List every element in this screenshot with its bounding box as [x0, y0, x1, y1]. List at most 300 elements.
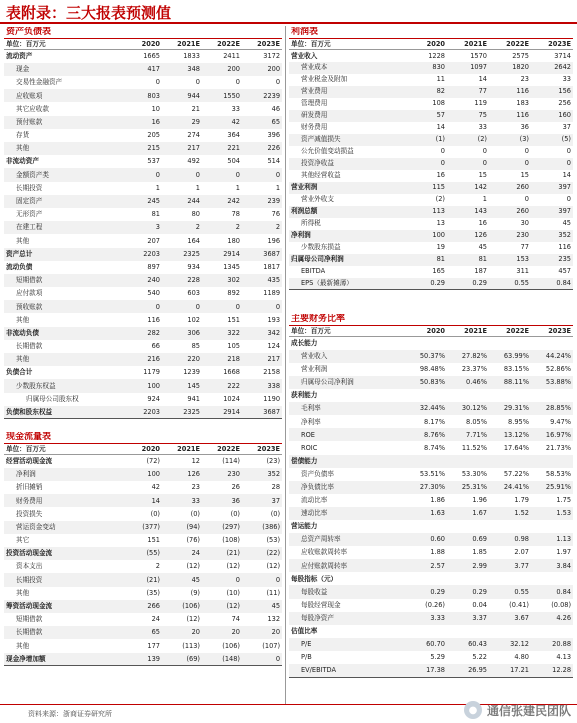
row-value — [489, 389, 531, 402]
row-value: 23.37% — [461, 365, 487, 374]
unit-label: 单位：百万元 — [4, 443, 122, 455]
row-value: 88.11% — [489, 376, 531, 389]
table-row — [289, 533, 573, 546]
row-value: 1550 — [202, 89, 242, 102]
row-value: 3.33 — [405, 612, 447, 625]
row-value: 14 — [436, 123, 445, 132]
row-value: 2 — [242, 221, 282, 234]
row-value: 0 — [242, 653, 282, 666]
year-header: 2020 — [122, 443, 162, 455]
row-value: 1817 — [263, 262, 281, 271]
row-value: 27.82% — [447, 350, 489, 363]
row-value: 21 — [191, 104, 200, 113]
row-value: 492 — [187, 157, 200, 166]
row-label: 现金 — [4, 63, 122, 76]
row-value: 20 — [162, 626, 202, 639]
row-value: 12 — [191, 457, 200, 466]
year-header: 2020 — [405, 325, 447, 337]
row-value: 116 — [489, 86, 531, 98]
row-value: 1228 — [428, 51, 445, 60]
row-label: 投资损失 — [16, 509, 43, 518]
row-value: 220 — [162, 353, 202, 366]
row-value: 37 — [242, 494, 282, 507]
table-row — [289, 376, 573, 389]
row-value: 0 — [195, 78, 200, 87]
row-value: 80 — [191, 210, 200, 219]
row-value: (94) — [162, 521, 202, 534]
table-row — [4, 481, 282, 494]
table-row — [4, 547, 282, 560]
row-value: 100 — [122, 379, 162, 392]
row-value: 15 — [520, 171, 529, 180]
row-value: 830 — [405, 62, 447, 74]
row-value: 52.86% — [545, 365, 572, 374]
row-value: 244 — [162, 195, 202, 208]
row-value: 20 — [242, 626, 282, 639]
row-value: 145 — [162, 379, 202, 392]
row-value: 0.60 — [405, 533, 447, 546]
row-value: 803 — [122, 89, 162, 102]
table-row — [289, 612, 573, 625]
table-row — [4, 63, 282, 76]
row-label: 资产负债率 — [301, 469, 334, 478]
row-label: 利润总额 — [289, 206, 405, 218]
row-value: 260 — [489, 206, 531, 218]
row-value: 30.12% — [447, 402, 489, 415]
row-value: 2325 — [162, 406, 202, 419]
row-value: 0 — [155, 78, 160, 87]
watermark-text: 通信张建民团队 — [486, 703, 571, 718]
row-value: (12) — [226, 562, 240, 571]
row-value: 33 — [162, 494, 202, 507]
row-value: 1.86 — [430, 496, 445, 505]
wechat-icon: ● — [464, 701, 482, 719]
row-label: 所得税 — [301, 219, 321, 228]
table-row — [4, 248, 282, 261]
row-value: 16 — [478, 219, 487, 228]
row-label: 每股净资产 — [289, 612, 405, 625]
row-value: 3687 — [242, 406, 282, 419]
table-row — [4, 573, 282, 586]
column-header-row — [4, 38, 282, 50]
row-value: 1668 — [223, 368, 240, 377]
row-value: 338 — [242, 379, 282, 392]
unit-label: 单位：百万元 — [289, 325, 405, 337]
row-value: 24 — [162, 547, 202, 560]
row-value: 1.52 — [489, 507, 531, 520]
row-value: 457 — [558, 267, 571, 276]
row-value: 4.26 — [531, 612, 573, 625]
year-header: 2022E — [489, 325, 531, 337]
row-value: 215 — [122, 142, 162, 155]
table-row — [4, 653, 282, 666]
year-header: 2020 — [405, 38, 447, 50]
row-label: 应付款项 — [16, 289, 43, 298]
table-row — [289, 230, 573, 242]
section-header-row — [4, 27, 282, 38]
row-label: 少数股东损益 — [301, 243, 341, 252]
row-label: 流动资产 — [6, 52, 33, 61]
table-row — [289, 86, 573, 98]
table-row — [289, 218, 573, 230]
row-value: 0.69 — [447, 533, 489, 546]
row-value: 1.75 — [556, 496, 572, 505]
row-label: 财务费用 — [301, 123, 328, 132]
row-label: EV/EBITDA — [289, 664, 405, 677]
row-value: (3) — [489, 134, 531, 146]
row-label: 营业利润 — [289, 182, 405, 194]
row-value: 256 — [558, 99, 571, 108]
row-value: 53.30% — [461, 469, 487, 478]
row-value: 0 — [447, 158, 489, 170]
row-label: 其他 — [4, 142, 122, 155]
table-row — [289, 494, 573, 507]
table-row — [4, 560, 282, 573]
row-value: 3.37 — [447, 612, 489, 625]
table-row — [4, 208, 282, 221]
year-header: 2021E — [447, 38, 489, 50]
row-value: 3714 — [554, 51, 571, 60]
row-value: 2.07 — [514, 548, 529, 557]
row-value: 1.13 — [531, 533, 573, 546]
row-value: (297) — [202, 521, 242, 534]
row-value: 116 — [489, 110, 531, 122]
row-label: 营业收入 — [289, 350, 405, 363]
row-value: 1.85 — [472, 548, 487, 557]
table-row — [289, 415, 573, 428]
row-value: (106) — [162, 600, 202, 613]
row-value: 21.73% — [545, 443, 572, 452]
row-value: 207 — [147, 236, 160, 245]
row-value: 126 — [447, 230, 489, 242]
row-value: 1833 — [183, 52, 200, 61]
row-value — [447, 520, 489, 533]
section-title: 主要财务比率 — [291, 314, 346, 324]
row-value: 28 — [271, 483, 281, 492]
balance-sheet-table — [4, 27, 282, 419]
table-row — [4, 521, 282, 534]
row-value: 322 — [202, 327, 242, 340]
row-value — [405, 520, 447, 533]
table-row — [4, 274, 282, 287]
row-label: 折旧摊销 — [16, 483, 43, 492]
row-value — [531, 520, 573, 533]
table-row — [4, 613, 282, 626]
row-value: 57 — [405, 110, 447, 122]
table-row — [289, 546, 573, 559]
row-value: (108) — [222, 536, 240, 545]
row-value: 282 — [122, 327, 162, 340]
row-value: 396 — [267, 131, 281, 140]
table-row — [4, 327, 282, 340]
row-label: 短期借款 — [4, 274, 122, 287]
title-bar — [0, 0, 577, 24]
row-value: 105 — [227, 342, 240, 351]
row-value: (377) — [122, 521, 162, 534]
row-value: (9) — [190, 588, 200, 597]
row-value: 1.63 — [405, 507, 447, 520]
row-value: 177 — [147, 641, 160, 650]
row-label: 长期投资 — [4, 573, 122, 586]
year-header: 2022E — [202, 443, 242, 455]
year-header: 2023E — [531, 325, 573, 337]
row-label: 估值比率 — [291, 627, 318, 635]
row-value: 239 — [242, 195, 282, 208]
row-value: 1239 — [183, 368, 200, 377]
row-value: 5.29 — [430, 653, 445, 662]
row-value — [405, 337, 447, 350]
row-value: 0 — [202, 168, 242, 181]
row-value: 348 — [162, 63, 202, 76]
row-value: 3.67 — [489, 612, 531, 625]
row-label: 营运能力 — [291, 522, 318, 531]
row-value: 217 — [162, 142, 202, 155]
row-label: 预付账款 — [4, 116, 122, 129]
row-value: (35) — [146, 588, 160, 597]
column-header-row — [289, 38, 573, 50]
table-row — [4, 353, 282, 366]
table-row — [289, 98, 573, 110]
row-value: 274 — [187, 131, 200, 140]
row-label: 净利润 — [4, 468, 122, 481]
row-value: (21) — [122, 573, 162, 586]
row-value: 540 — [147, 289, 160, 298]
row-value: 119 — [474, 99, 487, 108]
row-value: 81 — [447, 254, 489, 266]
row-value: 108 — [432, 99, 445, 108]
row-value: 2 — [162, 221, 202, 234]
row-value: 116 — [147, 315, 160, 324]
row-value: 2.57 — [405, 559, 447, 572]
row-label: 现金净增加额 — [4, 653, 122, 666]
row-value: 221 — [202, 142, 242, 155]
row-value: 5.22 — [472, 653, 487, 662]
row-value: 0.29 — [405, 585, 447, 598]
row-label: 净利润 — [289, 230, 405, 242]
row-value: 4.80 — [514, 653, 529, 662]
row-value: (10) — [226, 588, 240, 597]
table-row — [4, 406, 282, 419]
row-value: (12) — [186, 562, 200, 571]
row-value: 8.17% — [424, 417, 445, 426]
row-value: 50.37% — [405, 350, 447, 363]
column-header-row — [4, 443, 282, 455]
row-value: 352 — [242, 468, 282, 481]
table-row — [289, 507, 573, 520]
row-value: 44.24% — [531, 350, 573, 363]
table-row — [289, 50, 573, 62]
row-label: P/E — [289, 638, 405, 651]
row-value: 58.53% — [545, 469, 572, 478]
row-value: 0 — [242, 573, 282, 586]
year-header: 2021E — [447, 325, 489, 337]
row-value: 65 — [242, 116, 282, 129]
row-label: 金额资产类 — [4, 168, 122, 181]
row-value: 13.12% — [489, 428, 531, 441]
row-value: 1 — [235, 183, 240, 192]
table-row — [289, 585, 573, 598]
table-row — [289, 389, 573, 402]
row-value: (12) — [186, 615, 200, 624]
row-value: 0.29 — [405, 278, 447, 290]
row-value: 1.88 — [430, 548, 445, 557]
row-value: (22) — [242, 547, 282, 560]
column-header-row — [289, 325, 573, 337]
section-title: 利润表 — [291, 27, 319, 37]
row-value: 3.77 — [489, 559, 531, 572]
table-row — [4, 587, 282, 600]
row-label: 净负债比率 — [289, 481, 405, 494]
row-value: 0.84 — [531, 278, 573, 290]
table-row — [4, 76, 282, 89]
table-row — [4, 182, 282, 195]
row-value: 193 — [267, 315, 281, 324]
financial-ratios-table — [289, 314, 573, 678]
row-value: 2 — [202, 221, 242, 234]
row-value: 164 — [187, 236, 200, 245]
row-value: (0) — [190, 509, 200, 518]
row-value: 260 — [489, 182, 531, 194]
row-value: 132 — [267, 615, 281, 624]
row-value: 0 — [275, 78, 281, 87]
row-value: 242 — [202, 195, 242, 208]
row-value — [531, 455, 573, 468]
row-value: 16.97% — [531, 428, 573, 441]
row-label: 投资净收益 — [289, 158, 405, 170]
table-row — [4, 155, 282, 168]
row-label: 获利能力 — [291, 391, 318, 400]
row-label: 毛利率 — [289, 402, 405, 415]
row-value: 3 — [122, 221, 162, 234]
row-value — [447, 337, 489, 350]
row-label: 其它 — [16, 536, 30, 545]
table-row — [289, 559, 573, 572]
row-label: 投资活动现金流 — [4, 547, 122, 560]
row-value: 0 — [202, 573, 242, 586]
row-value: (1) — [405, 134, 447, 146]
section-title: 资产负债表 — [6, 27, 52, 37]
row-value — [489, 572, 531, 585]
row-label: 营业利润 — [301, 365, 328, 374]
row-value: (107) — [262, 641, 281, 650]
row-value: 32.12 — [489, 638, 531, 651]
watermark — [464, 700, 571, 720]
row-value: 115 — [405, 182, 447, 194]
row-value: 0 — [405, 158, 447, 170]
row-value — [489, 625, 531, 638]
row-value: 81 — [151, 210, 160, 219]
row-label: 营业成本 — [289, 62, 405, 74]
row-value: 81 — [405, 254, 447, 266]
row-value: 0.98 — [489, 533, 531, 546]
row-value: 15 — [478, 171, 487, 180]
source-note: 资料来源：浙商证券研究所 — [28, 710, 112, 718]
table-row — [4, 600, 282, 613]
row-value — [447, 625, 489, 638]
row-value — [531, 572, 573, 585]
row-value: 26.95 — [447, 664, 489, 677]
row-value — [405, 572, 447, 585]
row-label: ROIC — [301, 443, 318, 452]
row-value: 1 — [155, 183, 160, 192]
row-value: 13 — [436, 219, 445, 228]
row-value: 216 — [122, 353, 162, 366]
row-value: 17.64% — [503, 443, 529, 452]
row-value: 2.99 — [447, 559, 489, 572]
row-value: 14 — [122, 494, 162, 507]
row-value — [489, 337, 531, 350]
row-label: 营业税金及附加 — [301, 75, 348, 84]
row-value: 46 — [271, 104, 281, 113]
table-row — [289, 254, 573, 266]
row-value: 0.84 — [531, 585, 573, 598]
row-value: 24.41% — [489, 481, 531, 494]
row-value: 7.71% — [447, 428, 489, 441]
row-value: 2158 — [263, 368, 281, 377]
row-value: 17.21 — [489, 664, 531, 677]
table-row — [289, 74, 573, 86]
row-value: 2642 — [531, 62, 573, 74]
row-label: 偿债能力 — [289, 455, 405, 468]
row-value: 25.31% — [447, 481, 489, 494]
row-value: 0 — [242, 168, 282, 181]
row-value: 143 — [447, 206, 489, 218]
row-value: 156 — [531, 86, 573, 98]
row-value: 42 — [202, 116, 242, 129]
row-value: 0 — [531, 158, 573, 170]
table-row — [4, 116, 282, 129]
section-header-row — [4, 432, 282, 443]
row-value: 200 — [202, 63, 242, 76]
row-value: 2575 — [512, 51, 529, 60]
row-value: 180 — [227, 236, 240, 245]
table-row — [4, 287, 282, 300]
year-header: 2023E — [531, 38, 573, 50]
row-value: 306 — [162, 327, 202, 340]
row-value: 0 — [524, 195, 529, 204]
row-value: 160 — [531, 110, 573, 122]
row-label: 归属母公司净利润 — [289, 254, 405, 266]
table-row — [289, 134, 573, 146]
row-label: EPS（最新摊薄） — [289, 278, 405, 290]
row-label: ROE — [289, 428, 405, 441]
row-value: 20.88 — [531, 638, 573, 651]
row-value: 0 — [162, 300, 202, 313]
row-value: 11 — [436, 75, 445, 84]
row-value: (114) — [222, 457, 240, 466]
row-label: 在建工程 — [4, 221, 122, 234]
row-value: 0 — [122, 168, 162, 181]
row-value: 1.67 — [447, 507, 489, 520]
table-row — [4, 455, 282, 468]
row-value: 74 — [231, 615, 240, 624]
row-value: 77 — [447, 86, 489, 98]
table-row — [289, 363, 573, 376]
row-value: 19 — [436, 243, 445, 252]
row-value: (53) — [266, 536, 281, 545]
row-value: 78 — [231, 210, 240, 219]
row-label: 非流动负债 — [4, 327, 122, 340]
row-label: 其他 — [16, 236, 30, 245]
row-value: 240 — [122, 274, 162, 287]
table-row — [4, 89, 282, 102]
row-value: 217 — [242, 353, 282, 366]
title-underline — [0, 22, 577, 24]
row-value: 342 — [242, 327, 282, 340]
row-value: 266 — [122, 600, 162, 613]
row-label: 少数股东权益 — [4, 379, 122, 392]
row-value: 2 — [155, 562, 160, 571]
